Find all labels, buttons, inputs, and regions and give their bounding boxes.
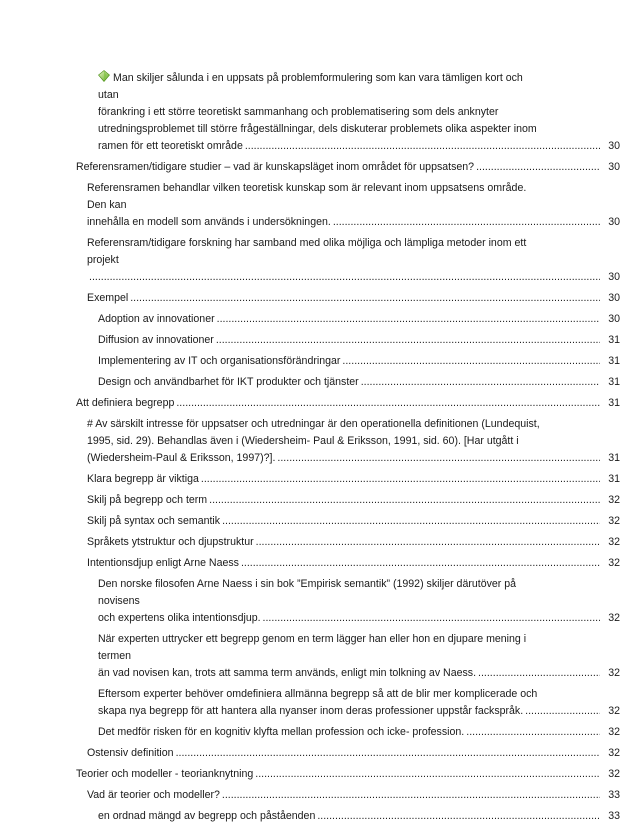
toc-entry-text-line: [98, 576, 564, 610]
toc-entry[interactable]: [0, 290, 638, 307]
toc-entry[interactable]: [0, 808, 638, 825]
page-number: 32: [608, 494, 620, 506]
dot-leader: [209, 492, 600, 509]
dot-leader: [176, 395, 600, 412]
toc-entry[interactable]: [0, 311, 638, 328]
toc-entry[interactable]: [0, 576, 638, 627]
toc-entry-text: utredningsproblemet till större frågeställningar, dels diskuterar problemets olika aspekter inom: [98, 123, 537, 135]
page-number: 32: [608, 667, 620, 679]
dot-leader: [333, 214, 600, 231]
toc-entry-text-line: [98, 70, 564, 104]
toc-entry-text-line: [87, 180, 564, 214]
toc-entry-text-line: [87, 433, 564, 450]
toc-entry-title: skapa nya begrepp för att hantera alla nyanser inom deras professioner uppstår fackspråk.: [98, 705, 524, 717]
toc-entry-title: Intentionsdjup enligt Arne Naess: [87, 557, 239, 569]
page-number: 33: [608, 810, 620, 822]
page-number: 30: [608, 140, 620, 152]
toc-entry-title: en ordnad mängd av begrepp och påståenden: [98, 810, 316, 822]
dot-leader: [89, 269, 600, 286]
toc-entry-text: Referensram/tidigare forskning har samband med olika möjliga och lämpliga metoder inom ett projekt: [87, 237, 527, 266]
toc-entry[interactable]: [0, 159, 638, 176]
toc-entry[interactable]: [0, 724, 638, 741]
toc-entry-title-line: [87, 513, 620, 530]
toc-entry[interactable]: [0, 70, 638, 155]
toc-entry-title-line: [87, 555, 620, 572]
toc-entry-title-line: [98, 808, 620, 825]
toc-entry[interactable]: [0, 353, 638, 370]
toc-entry-title: Klara begrepp är viktiga: [87, 473, 199, 485]
toc-entry-title-line: [98, 610, 620, 627]
page-number: 32: [608, 557, 620, 569]
dot-leader: [222, 787, 600, 804]
toc-entry-title: Exempel: [87, 292, 129, 304]
page-number: 31: [608, 376, 620, 388]
toc-entry-title-line: [87, 450, 620, 467]
dot-leader: [255, 766, 600, 783]
toc-entry-title-line: [98, 665, 620, 682]
toc-entry-title-line: [87, 745, 620, 762]
toc-entry-title: Diffusion av innovationer: [98, 334, 214, 346]
page-number: 32: [608, 705, 620, 717]
dot-leader: [222, 513, 600, 530]
toc-entry-text-line: [98, 104, 564, 121]
page-number: 33: [608, 789, 620, 801]
page-number: 30: [608, 161, 620, 173]
toc-entry-title: Att definiera begrepp: [76, 397, 175, 409]
toc-entry[interactable]: [0, 235, 638, 286]
toc-entry-text: # Av särskilt intresse för uppsatser och utredningar är den operationella definitionen (Lundequist,: [87, 418, 540, 430]
toc-entry-title: Adoption av innovationer: [98, 313, 215, 325]
page-number: 31: [608, 452, 620, 464]
toc-entry-title: Vad är teorier och modeller?: [87, 789, 220, 801]
dot-leader: [361, 374, 600, 391]
green-gem-icon: [98, 70, 110, 82]
toc-entry-title-line: [87, 534, 620, 551]
toc-entry-title: ramen för ett teoretiskt område: [98, 140, 243, 152]
toc-entry[interactable]: [0, 513, 638, 530]
dot-leader: [130, 290, 600, 307]
toc-entry-title-line: [98, 138, 620, 155]
toc-entry-title: Språkets ytstruktur och djupstruktur: [87, 536, 254, 548]
toc-entry-title: (Wiedersheim-Paul & Eriksson, 1997)?].: [87, 452, 276, 464]
toc-entry-title-line: [87, 269, 620, 286]
toc-entry-text: Referensramen behandlar vilken teoretisk kunskap som är relevant inom uppsatsens område. Den kan: [87, 182, 527, 211]
toc-entry[interactable]: [0, 180, 638, 231]
toc-entry[interactable]: [0, 374, 638, 391]
page-number: 32: [608, 515, 620, 527]
toc-entry-text: Den norske filosofen Arne Naess i sin bok ”Empirisk semantik” (1992) skiljer därutöver på novisens: [98, 578, 517, 607]
toc-entry-title-line: [98, 724, 620, 741]
page-number: 30: [608, 216, 620, 228]
toc-entry-text-line: [87, 235, 564, 269]
toc-entry-title-line: [87, 492, 620, 509]
toc-entry-title: Design och användbarhet för IKT produkter och tjänster: [98, 376, 359, 388]
page-number: 32: [608, 747, 620, 759]
page-number: 31: [608, 473, 620, 485]
toc-entry-title-line: [87, 214, 620, 231]
page-number: 31: [608, 355, 620, 367]
dot-leader: [245, 138, 600, 155]
toc-entry-text-line: [98, 121, 564, 138]
page-number: 31: [608, 397, 620, 409]
toc-entry[interactable]: [0, 332, 638, 349]
toc-entry-text: 1995, sid. 29). Behandlas även i (Wiedersheim- Paul & Eriksson, 1991, sid. 60). [Har utgått i: [87, 435, 519, 447]
toc-entry-title-line: [98, 353, 620, 370]
toc-entry[interactable]: [0, 686, 638, 720]
toc-entry-title-line: [98, 332, 620, 349]
toc-entry[interactable]: [0, 766, 638, 783]
toc-entry-title: Referensramen/tidigare studier – vad är kunskapsläget inom området för uppsatsen?: [76, 161, 475, 173]
page-number: 32: [608, 536, 620, 548]
toc-entry-text: förankring i ett större teoretiskt sammanhang och problematisering som dels anknyter: [98, 106, 499, 118]
toc-entry-title-line: [98, 703, 620, 720]
dot-leader: [241, 555, 600, 572]
toc-entry-title: och expertens olika intentionsdjup.: [98, 612, 261, 624]
dot-leader: [476, 159, 600, 176]
toc-entry-text: Eftersom experter behöver omdefiniera allmänna begrepp så att de blir mer komplicerade och: [98, 688, 538, 700]
dot-leader: [176, 745, 600, 762]
dot-leader: [263, 610, 600, 627]
toc-entry-title-line: [98, 374, 620, 391]
page-number: 30: [608, 313, 620, 325]
page-number: 32: [608, 612, 620, 624]
toc-entry-title: Teorier och modeller - teorianknytning: [76, 768, 254, 780]
table-of-contents: [0, 70, 638, 829]
toc-entry-title-line: [98, 311, 620, 328]
toc-entry[interactable]: [0, 787, 638, 804]
toc-entry-text: När experten uttrycker ett begrepp genom en term lägger han eller hon en djupare mening i termen: [98, 633, 527, 662]
toc-entry-title-line: [87, 787, 620, 804]
toc-entry[interactable]: [0, 555, 638, 572]
toc-entry-title: Skilj på syntax och semantik: [87, 515, 221, 527]
toc-entry-title-line: [87, 471, 620, 488]
toc-entry-title: Ostensiv definition: [87, 747, 174, 759]
dot-leader: [525, 703, 600, 720]
page-number: 30: [608, 271, 620, 283]
page-number: 32: [608, 726, 620, 738]
toc-entry-title: Skilj på begrepp och term: [87, 494, 208, 506]
dot-leader: [217, 311, 600, 328]
toc-entry-title: Det medför risken för en kognitiv klyfta mellan profession och icke- profession.: [98, 726, 465, 738]
page-number: 30: [608, 292, 620, 304]
toc-entry[interactable]: [0, 631, 638, 682]
dot-leader: [478, 665, 600, 682]
toc-entry-title-line: [76, 766, 620, 783]
toc-entry-title: än vad novisen kan, trots att samma term används, enligt min tolkning av Naess.: [98, 667, 477, 679]
dot-leader: [317, 808, 600, 825]
toc-entry[interactable]: [0, 395, 638, 412]
dot-leader: [466, 724, 600, 741]
page-number: 31: [608, 334, 620, 346]
toc-entry[interactable]: [0, 745, 638, 762]
toc-entry-title: innehålla en modell som används i undersökningen.: [87, 216, 331, 228]
toc-entry-title-line: [76, 395, 620, 412]
toc-entry[interactable]: [0, 471, 638, 488]
toc-entry-text: Man skiljer sålunda i en uppsats på problemformulering som kan vara tämligen kort och utan: [98, 72, 523, 101]
dot-leader: [256, 534, 600, 551]
toc-entry-text-line: [87, 416, 564, 433]
toc-entry[interactable]: [0, 492, 638, 509]
toc-entry-title-line: [76, 159, 620, 176]
toc-entry-title-line: [87, 290, 620, 307]
dot-leader: [216, 332, 600, 349]
toc-entry-title: Implementering av IT och organisationsförändringar: [98, 355, 341, 367]
dot-leader: [277, 450, 600, 467]
page-number: 32: [608, 768, 620, 780]
toc-entry-text-line: [98, 631, 564, 665]
toc-entry-text-line: [98, 686, 564, 703]
dot-leader: [201, 471, 600, 488]
toc-entry[interactable]: [0, 534, 638, 551]
toc-entry[interactable]: [0, 416, 638, 467]
dot-leader: [342, 353, 600, 370]
